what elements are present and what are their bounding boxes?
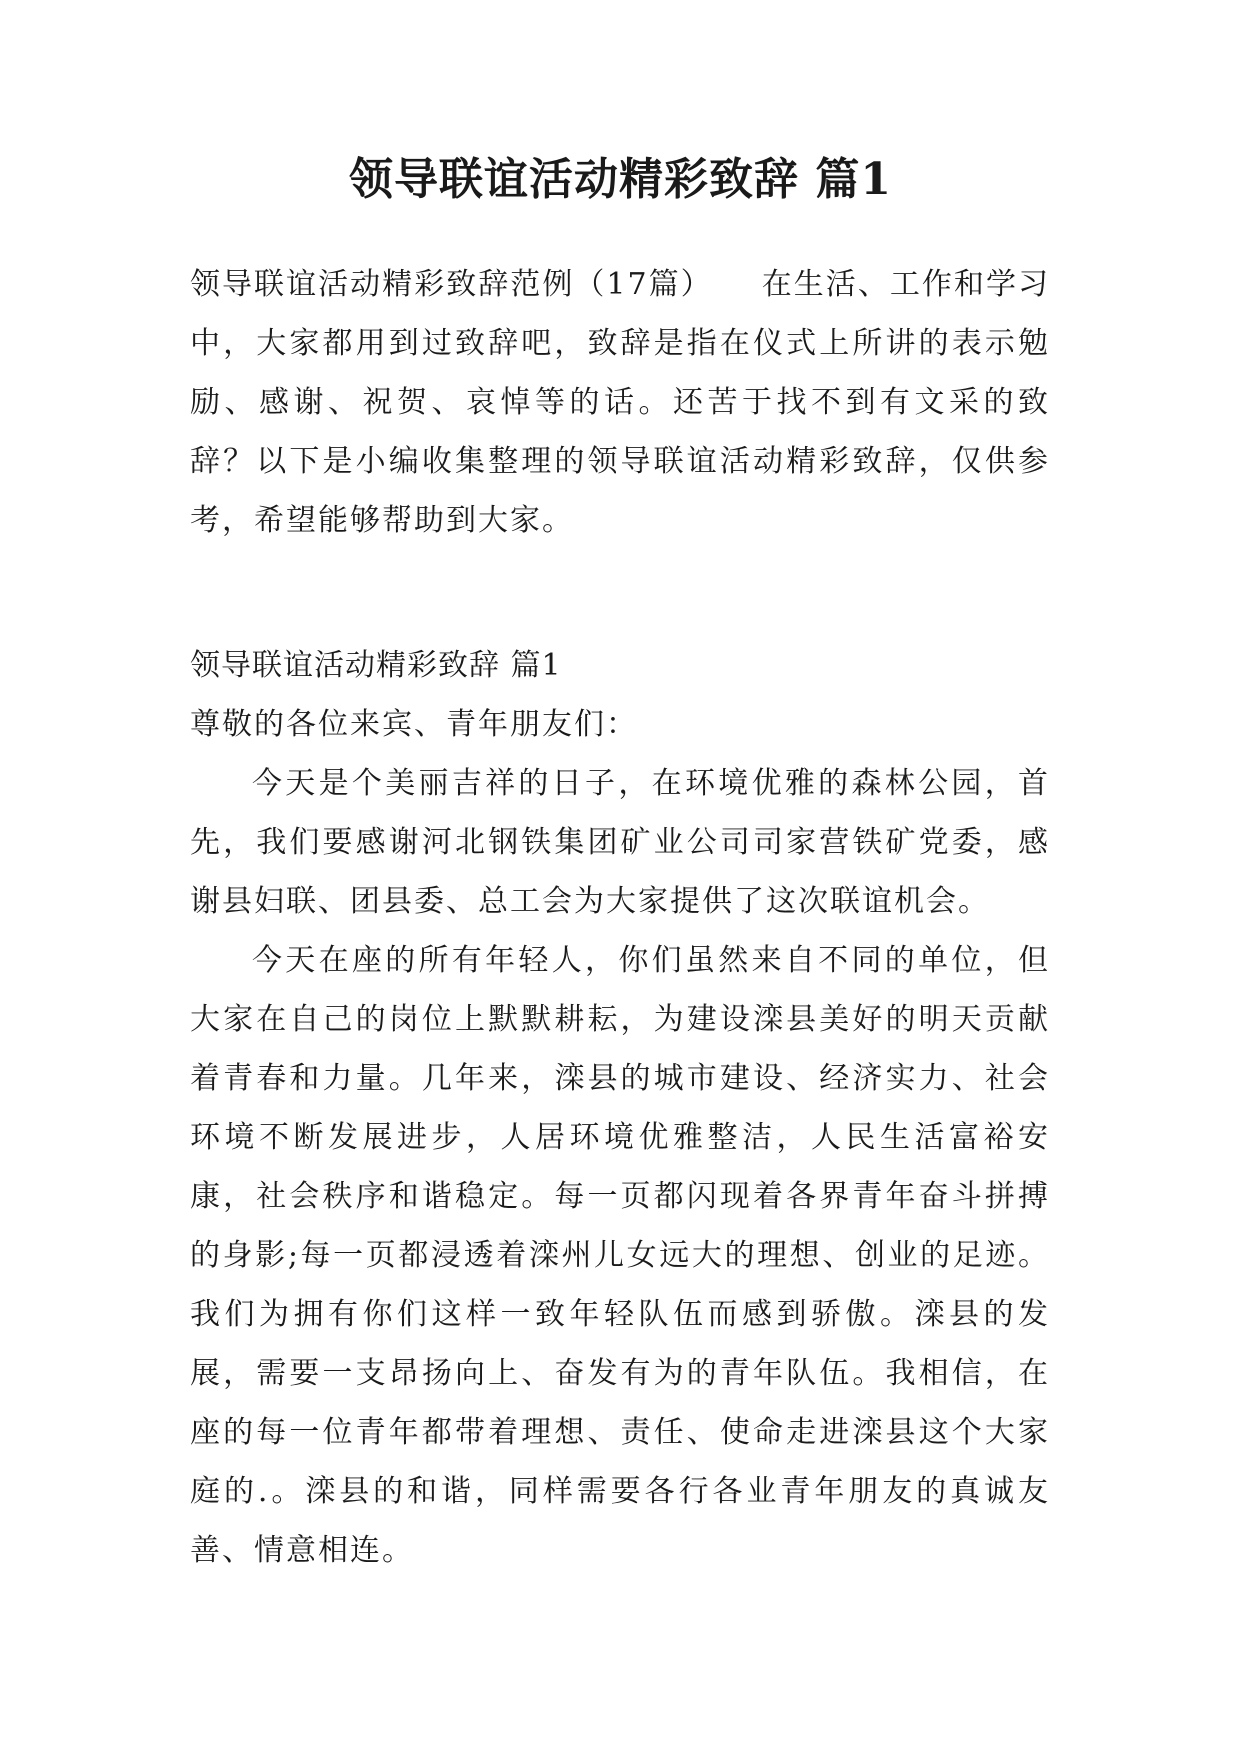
body-paragraph-2: 今天在座的所有年轻人，你们虽然来自不同的单位，但大家在自己的岗位上默默耕耘，为建设滦县美好的明天贡献着青春和力量。几年来，滦县的城市建设、经济实力、社会环境不断发展进步，人居环境优雅整洁，人民生活富裕安康，社会秩序和谐稳定。每一页都闪现着各界青年奋斗拼搏的身影;每一页都浸透着滦州儿女远大的理想、创业的足迹。我们为拥有你们这样一致年轻队伍而感到骄傲。滦县的发展，需要一支昂扬向上、奋发有为的青年队伍。我相信，在座的每一位青年都带着理想、责任、使命走进滦县这个大家庭的.。滦县的和谐，同样需要各行各业青年朋友的真诚友善、情意相连。 — [190, 943, 1050, 1568]
salutation: 尊敬的各位来宾、青年朋友们： — [190, 707, 638, 742]
section-heading: 领导联谊活动精彩致辞 篇1 — [190, 648, 562, 683]
intro-paragraph: 领导联谊活动精彩致辞范例（17篇） 在生活、工作和学习中，大家都用到过致辞吧，致辞是指在仪式上所讲的表示勉励、感谢、祝贺、哀悼等的话。还苦于找不到有文采的致辞？以下是小编收集整理的领导联谊活动精彩致辞，仅供参考，希望能够帮助到大家。 — [190, 267, 1050, 538]
document-title: 领导联谊活动精彩致辞 篇1 — [349, 154, 892, 205]
body-paragraph-1: 今天是个美丽吉祥的日子，在环境优雅的森林公园，首先，我们要感谢河北钢铁集团矿业公司司家营铁矿党委，感谢县妇联、团县委、总工会为大家提供了这次联谊机会。 — [190, 766, 1050, 919]
